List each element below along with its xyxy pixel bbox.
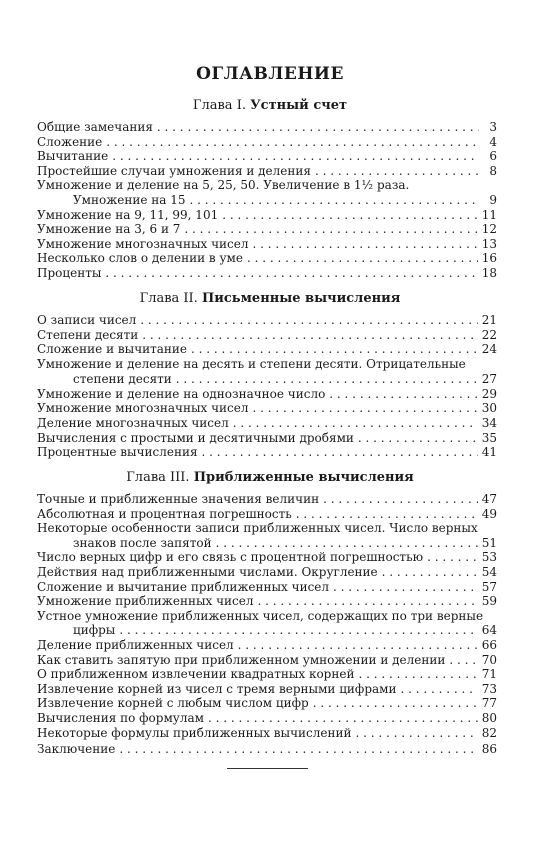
toc-entry-label: Действия над приближенными числами. Округление: [37, 565, 378, 579]
dot-leader: [253, 401, 478, 415]
toc-entry-page: 47: [481, 492, 497, 506]
toc-entry[interactable]: [37, 237, 497, 251]
toc-entry-label: степени десяти: [73, 371, 172, 386]
toc-entry-page: 22: [481, 327, 497, 342]
toc-entry-page: 27: [481, 371, 497, 386]
toc-entry-label: Вычисления с простыми и десятичными дробями: [37, 430, 354, 445]
toc-entry-label: Извлечение корней из чисел с тремя верными цифрами: [37, 681, 397, 696]
toc-entry[interactable]: [37, 266, 497, 280]
toc-entry[interactable]: [37, 507, 497, 521]
dot-leader: [247, 251, 478, 265]
chapter-3-heading: [0, 470, 540, 485]
dot-leader: [401, 682, 478, 696]
dot-leader: [257, 594, 477, 608]
toc-entry-page: 71: [481, 667, 497, 682]
toc-entry-page: 80: [481, 711, 497, 725]
toc-entry-page: 54: [481, 565, 497, 579]
dot-leader: [157, 120, 479, 134]
toc-entry-page: 4: [489, 134, 497, 149]
toc-entry-label: Вычитание: [37, 149, 109, 164]
toc-entry-label: Умножение на 9, 11, 99, 101: [37, 207, 219, 222]
toc-entry[interactable]: [37, 565, 497, 579]
toc-entry-label: О записи чисел: [37, 313, 137, 327]
toc-entry[interactable]: [37, 536, 497, 550]
toc-entry-label: Как ставить запятую при приближенном умножении и делении: [37, 652, 446, 667]
dot-leader: [184, 222, 477, 236]
toc-entry-label: Умножение и деление на однозначное число: [37, 386, 326, 401]
dot-leader: [355, 726, 477, 740]
toc-entry[interactable]: [37, 342, 497, 356]
toc-entry[interactable]: [37, 550, 497, 564]
toc-entry-label: Устное умножение приближенных чисел, содержащих по три верные: [37, 608, 484, 623]
toc-entry[interactable]: [37, 711, 497, 725]
chapter-1-prefix: Глава I.: [192, 98, 246, 113]
toc-entry-page: 30: [481, 401, 497, 416]
chapter-2-prefix: Глава II.: [139, 291, 198, 306]
toc-entry[interactable]: [37, 492, 497, 506]
dot-leader: [323, 492, 478, 506]
toc-entry-label: О приближенном извлечении квадратных корней: [37, 667, 355, 682]
toc-entry-page: 59: [481, 594, 497, 609]
toc-entry[interactable]: [37, 638, 497, 652]
toc-entry[interactable]: [37, 149, 497, 163]
toc-entry-label: Умножение на 15: [73, 193, 186, 207]
toc-entry-page: 77: [481, 696, 497, 711]
toc-entry[interactable]: [37, 222, 497, 236]
toc-entry[interactable]: [37, 387, 497, 401]
toc-entry-page: 34: [481, 415, 497, 430]
toc-entry-page: 21: [481, 313, 497, 327]
toc-entry-label: Степени десяти: [37, 327, 139, 342]
toc-entry-page: 3: [489, 120, 497, 134]
toc-entry-label: Умножение и деление на 5, 25, 50. Увеличение в 1½ раза.: [37, 178, 410, 193]
dot-leader: [119, 742, 477, 756]
dot-leader: [119, 623, 477, 637]
toc-entry-page: 53: [481, 550, 497, 565]
toc-entry[interactable]: [37, 580, 497, 594]
toc-entry-label: Общие замечания: [37, 120, 153, 134]
toc-entry-page: 29: [481, 386, 497, 401]
toc-entry: [37, 178, 497, 192]
toc-entry[interactable]: [37, 208, 497, 222]
toc-entry-label: Некоторые формулы приближенных вычислений: [37, 725, 352, 740]
dot-leader: [315, 164, 479, 178]
toc-entry-label: Деление многозначных чисел: [37, 415, 229, 430]
closing-rule: [227, 768, 308, 769]
toc-entry-label: Умножение на 3, 6 и 7: [37, 222, 181, 237]
toc-entry[interactable]: [37, 372, 497, 386]
toc-entry[interactable]: [37, 251, 497, 265]
dot-leader: [233, 416, 478, 430]
toc-entry-page: 57: [481, 579, 497, 594]
toc-entry-label: Заключение: [37, 742, 116, 756]
toc-entry[interactable]: [37, 445, 497, 459]
toc-entry-label: Извлечение корней с любым числом цифр: [37, 696, 309, 711]
toc-entry[interactable]: [37, 696, 497, 710]
toc-entry-page: 18: [481, 266, 497, 280]
dot-leader: [216, 536, 478, 550]
toc-entry[interactable]: [37, 328, 497, 342]
toc-entry[interactable]: [37, 416, 497, 430]
toc-entry-page: 41: [481, 445, 497, 460]
toc-entry-label: Умножение приближенных чисел: [37, 594, 254, 609]
toc-entry[interactable]: [37, 667, 497, 681]
toc-entry: [37, 609, 497, 623]
toc-entry-page: 64: [481, 623, 497, 638]
dot-leader: [329, 387, 477, 401]
toc-entry-label: Число верных цифр и его связь с процентной погрешностью: [37, 550, 424, 565]
dot-leader: [140, 313, 477, 327]
toc-entry-page: 35: [481, 430, 497, 445]
toc-entry-label: Вычисления по формулам: [37, 711, 204, 725]
toc-entry-page: 70: [481, 652, 497, 667]
toc-entry[interactable]: [37, 653, 497, 667]
toc-entry-page: 8: [489, 163, 497, 178]
toc-entry-page: 51: [481, 535, 497, 550]
toc-entry-label: Сложение и вычитание приближенных чисел: [37, 579, 330, 594]
toc-entry-label: Несколько слов о делении в уме: [37, 251, 243, 266]
dot-leader: [449, 653, 477, 667]
toc-entry-label: Проценты: [37, 266, 102, 280]
chapter-3-prefix: Глава III.: [126, 470, 190, 485]
toc-entry[interactable]: [37, 623, 497, 637]
toc-entry-page: 11: [481, 207, 497, 222]
chapter-2-title: Письменные вычисления: [201, 291, 401, 306]
dot-leader: [222, 208, 478, 222]
toc-entry-label: Абсолютная и процентная погрешность: [37, 506, 292, 521]
toc-entry-page: 66: [481, 638, 497, 652]
dot-leader: [105, 266, 477, 280]
toc-entry[interactable]: [37, 431, 497, 445]
toc-entry-page: 82: [481, 725, 497, 740]
dot-leader: [358, 667, 477, 681]
toc-entry[interactable]: [37, 120, 497, 134]
dot-leader: [382, 565, 478, 579]
dot-leader: [112, 149, 479, 163]
toc-entry-label: цифры: [73, 623, 116, 638]
chapter-1-heading: [0, 98, 540, 113]
dot-leader: [202, 445, 478, 459]
toc-entry-label: Умножение многозначных чисел: [37, 236, 249, 251]
toc-entry[interactable]: [37, 164, 497, 178]
dot-leader: [253, 237, 478, 251]
toc-entry-page: 12: [481, 222, 497, 237]
toc-entry[interactable]: [37, 726, 497, 740]
toc-entry-label: Сложение: [37, 134, 103, 149]
toc-entry-page: 13: [481, 236, 497, 251]
toc-entry-page: 49: [481, 506, 497, 521]
dot-leader: [190, 193, 479, 207]
toc-entry-label: Умножение и деление на десять и степени десяти. Отрицательные: [37, 357, 466, 372]
dot-leader: [358, 431, 478, 445]
toc-entry-label: Сложение и вычитание: [37, 342, 188, 357]
toc-entry-page: 24: [481, 342, 497, 357]
toc-entry-page: 73: [481, 681, 497, 696]
chapter-2-heading: [0, 291, 540, 306]
toc-entry-label: Деление приближенных чисел: [37, 638, 234, 652]
toc-entry-label: Простейшие случаи умножения и деления: [37, 163, 311, 178]
toc-entry-page: 86: [481, 742, 497, 756]
dot-leader: [313, 696, 478, 710]
toc-entry-label: знаков после запятой: [73, 535, 212, 550]
toc-entry-label: Некоторые особенности записи приближенных чисел. Число верных: [37, 521, 478, 536]
dot-leader: [333, 580, 478, 594]
dot-leader: [106, 135, 479, 149]
page-title: ОГЛАВЛЕНИЕ: [196, 64, 344, 84]
toc-entry-label: Умножение многозначных чисел: [37, 401, 249, 416]
dot-leader: [296, 507, 478, 521]
toc-entry[interactable]: [37, 682, 497, 696]
toc-entry-label: Точные и приближенные значения величин: [37, 492, 320, 506]
chapter-3-title: Приближенные вычисления: [193, 470, 414, 485]
toc-entry[interactable]: [37, 135, 497, 149]
toc-entry-page: 9: [489, 193, 497, 207]
dot-leader: [176, 372, 478, 386]
toc-entry-page: 6: [489, 149, 497, 164]
dot-leader: [238, 638, 478, 652]
conclusion-entry[interactable]: [37, 742, 497, 756]
dot-leader: [142, 328, 477, 342]
toc-entry[interactable]: [37, 401, 497, 415]
toc-entry: [37, 357, 497, 371]
toc-entry: [37, 521, 497, 535]
toc-entry[interactable]: [37, 313, 497, 327]
dot-leader: [427, 550, 478, 564]
toc-entry[interactable]: [37, 193, 497, 207]
toc-entry-label: Процентные вычисления: [37, 445, 198, 460]
chapter-1-title: Устный счет: [250, 98, 348, 113]
dot-leader: [208, 711, 478, 725]
dot-leader: [191, 342, 478, 356]
toc-entry-page: 16: [481, 251, 497, 266]
toc-entry[interactable]: [37, 594, 497, 608]
